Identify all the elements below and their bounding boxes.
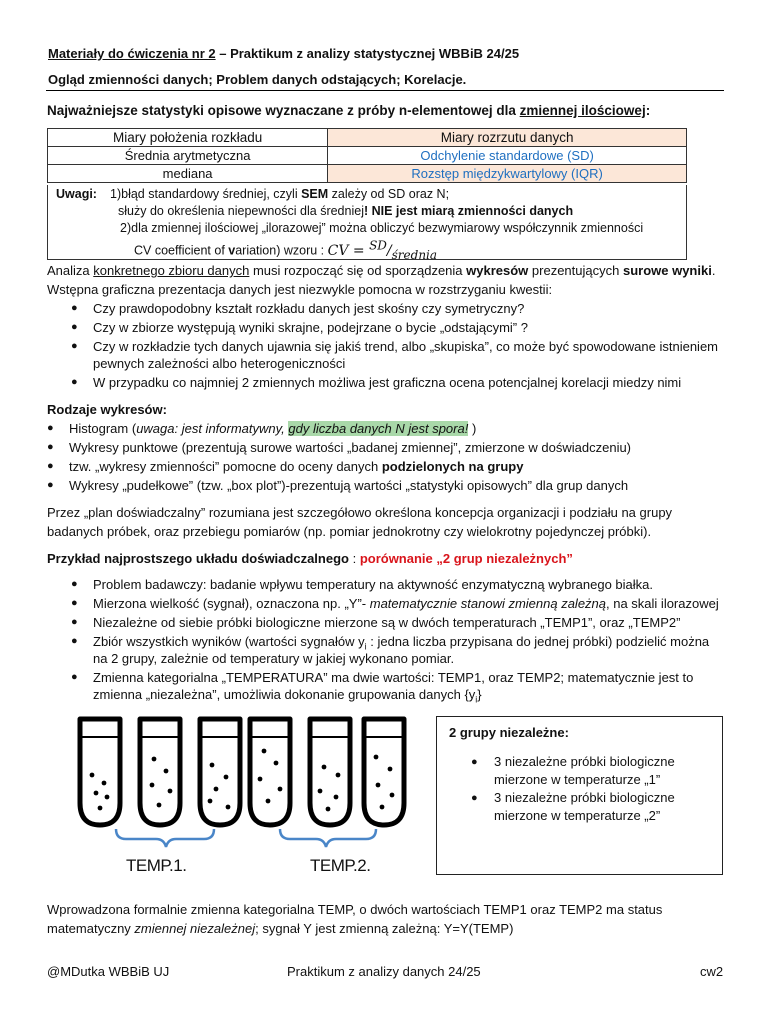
table-row (48, 165, 687, 183)
ap1e: prezentujących (528, 263, 623, 278)
footer-author: @MDutka WBBiB UJ (47, 964, 170, 979)
groups-box-item-1b: mierzone w temperaturze „1” (494, 772, 661, 787)
header-rule (46, 90, 724, 91)
notes-l4b: v (228, 243, 236, 258)
list-item: Niezależne od siebie próbki biologiczne mierzone są w dwóch temperaturach „TEMP1”, oraz „TEMP2” (93, 615, 681, 630)
example-sep: : (348, 551, 360, 566)
example-title-text: Przykład najprostszego układu doświadczalnego (47, 551, 349, 566)
bullet-dot-icon: ● (47, 441, 54, 453)
notes-label: Uwagi: (56, 187, 97, 201)
notes-l1b: SEM (301, 187, 329, 201)
cell-median: mediana (48, 165, 328, 183)
r3b: podzielonych na grupy (381, 459, 524, 474)
bullet-dot-icon: ● (71, 340, 78, 352)
cell-iqr: Rozstęp międzykwartylowy (IQR) (328, 165, 687, 183)
e5sub: i (475, 694, 478, 705)
e4b: : jedna liczba przypisana do jednej próbki) podzielić można (366, 634, 710, 649)
group-bracket-1 (116, 829, 214, 847)
ap1a: Analiza (47, 263, 94, 278)
conclusion-line-2 (47, 921, 513, 936)
groups-box-item-1a: 3 niezależne próbki biologiczne (494, 754, 675, 769)
notes-box (47, 185, 687, 260)
bullet-dot-icon: ● (71, 302, 78, 314)
r3a: tzw. „wykresy zmienności” pomocne do oceny danych (69, 459, 382, 474)
footer-course: Praktikum z analizy danych 24/25 (287, 964, 481, 979)
bullet-dot-icon: ● (71, 635, 78, 647)
e2c: , na skali ilorazowej (606, 596, 719, 611)
c2b: zmiennej niezależnej (134, 921, 256, 936)
r1d: ) (468, 421, 477, 436)
test-tube-icon (364, 719, 404, 825)
bullet-dot-icon: ● (47, 460, 54, 472)
groups-box-item-2a: 3 niezależne próbki biologiczne (494, 790, 675, 805)
table-header-row (48, 129, 687, 147)
chart-types-title: Rodzaje wykresów: (47, 402, 167, 417)
example-title (47, 551, 573, 566)
bullet-dot-icon: ● (71, 597, 78, 609)
cv-numerator: SD (369, 238, 387, 252)
notes-l4a: CV coefficient of (134, 243, 229, 258)
bullet-dot-icon: ● (71, 671, 78, 683)
c2a: matematyczny (47, 921, 135, 936)
test-tube-icon (200, 719, 240, 825)
e4a: Zbiór wszystkich wyników (wartości sygnałów y (93, 634, 365, 649)
groups-info-box (436, 716, 723, 875)
ap1d: wykresów (466, 263, 529, 278)
col-location-header: Miary położenia rozkładu (48, 129, 328, 147)
list-item (93, 634, 709, 652)
cell-mean: Średnia arytmetyczna (48, 147, 328, 165)
intro-suffix: : (645, 103, 651, 118)
intro-underlined: zmiennej ilościowej (519, 103, 646, 118)
list-item: Wykresy „pudełkowe” (tzw. „box plot”)-prezentują wartości „statystyki opisowych” dla grup danych (69, 478, 629, 493)
ap1c: musi rozpocząć się od sporządzenia (249, 263, 467, 278)
list-item: Czy w rozkładzie tych danych ujawnia się jakiś trend, albo „skupiska”, co może być spowodowane istnieniem (93, 339, 719, 354)
c2c: ; sygnał Y jest zmienną zależną: Y=Y(TEMP) (255, 921, 514, 936)
doc-title (48, 46, 519, 61)
example-red: porównanie „2 grup niezależnych” (359, 551, 573, 566)
cell-sd: Odchylenie standardowe (SD) (328, 147, 687, 165)
bullet-dot-icon: ● (47, 422, 54, 434)
list-item: Zmienna kategorialna „TEMPERATURA” ma dwie wartości: TEMP1, oraz TEMP2; matematycznie jest to (93, 670, 694, 685)
ap1f: surowe wyniki (622, 263, 712, 278)
e5b: zmienna „niezależna”, umożliwia dokonanie grupowania danych {y (93, 687, 476, 702)
figure-label-temp1: TEMP.1. (126, 856, 187, 875)
list-item: Czy prawdopodobny kształt rozkładu danych jest skośny czy symetryczny? (93, 301, 525, 316)
cv-lhs: CV = (327, 242, 370, 259)
bullet-dot-icon: ● (71, 578, 78, 590)
bullet-dot-icon: ● (47, 479, 54, 491)
list-item: Wykresy punktowe (prezentują surowe wartości „badanej zmiennej”, zmierzone w doświadczeniu) (69, 440, 632, 455)
notes-line-2 (118, 204, 573, 218)
groups-box-title: 2 grupy niezależne: (449, 725, 569, 740)
list-item-cont: na 2 grupy, zależnie od temperatury w jakiej wykonano pomiar. (93, 651, 455, 666)
test-tube-icon (140, 719, 180, 825)
test-tube-icon (80, 719, 120, 825)
cv-formula: CV = $^{SD}/_{średnia}$ (327, 238, 438, 262)
doc-subtitle: Ogląd zmienności danych; Problem danych odstających; Korelacje. (48, 72, 467, 87)
intro-line (47, 103, 650, 118)
analysis-p1 (47, 263, 715, 278)
table-row (48, 147, 687, 165)
e5c: } (477, 687, 482, 702)
bullet-dot-icon: ● (71, 616, 78, 628)
list-item (93, 596, 719, 611)
e2b: matematycznie stanowi zmienną zależną (369, 596, 607, 611)
list-item: Problem badawczy: badanie wpływu temperatury na aktywność enzymatyczną wybranego białka. (93, 577, 654, 592)
intro-prefix: Najważniejsze statystyki opisowe wyznaczane z próby n-elementowej dla (47, 103, 520, 118)
plan-line-2: badanych próbek, oraz przebiegu pomiarów (np. pomiar jednokrotny czy wielokrotny pojedynczej próbki). (47, 524, 652, 539)
footer-page-id: cw2 (700, 964, 724, 979)
analysis-p2: Wstępna graficzna prezentacja danych jest niezwykle pomocna w rozstrzyganiu kwestii: (47, 282, 553, 297)
list-item: Czy w zbiorze występują wyniki skrajne, podejrzane o bycie „odstającymi” ? (93, 320, 528, 335)
bullet-dot-icon: ● (71, 376, 78, 388)
notes-line-3: 2)dla zmiennej ilościowej „ilorazowej” można obliczyć bezwymiarowy współczynnik zmienności (120, 221, 644, 235)
notes-l2a: służy do określenia niepewności dla średniej (118, 204, 364, 218)
cv-denominator: średnia (391, 247, 438, 262)
ap1g: . (711, 263, 716, 278)
doc-title-part2: – Praktikum z analizy statystycznej WBBiB 24/25 (215, 46, 520, 61)
notes-l2b: ! NIE jest miarą zmienności danych (363, 204, 574, 218)
notes-line-4 (134, 238, 437, 261)
r1c-highlight: gdy liczba danych N jest spora! (288, 421, 469, 436)
ap1b: konkretnego zbioru danych (93, 263, 250, 278)
test-tube-icon (250, 719, 290, 825)
conclusion-line-1: Wprowadzona formalnie zmienna kategorialna TEMP, o dwóch wartościach TEMP1 oraz TEMP2 ma status (47, 902, 663, 917)
doc-title-part1: Materiały do ćwiczenia nr 2 (48, 46, 216, 61)
list-item-cont (93, 687, 482, 705)
test-tube-icon (310, 719, 350, 825)
r1b: uwaga: jest informatywny, (136, 421, 289, 436)
notes-l1a: 1)błąd standardowy średniej, czyli (110, 187, 302, 201)
bullet-dot-icon: ● (471, 792, 478, 804)
list-item: W przypadku co najmniej 2 zmiennych możliwa jest graficzna ocena potencjalnej korelacji miedzy nimi (93, 375, 682, 390)
groups-box-item-2b: mierzone w temperaturze „2” (494, 808, 661, 823)
group-bracket-2 (280, 829, 376, 847)
plan-line-1: Przez „plan doświadczalny” rozumiana jest szczegółowo określona koncepcja organizacji i podziału na grupy (47, 505, 673, 520)
list-item-cont: pewnych zależności albo heterogeniczności (93, 356, 346, 371)
e2a: Mierzona wielkość (sygnał), oznaczona np. „Y”- (93, 596, 370, 611)
notes-l1c: zależy od SD oraz N; (328, 187, 450, 201)
stats-table (47, 128, 687, 183)
bullet-dot-icon: ● (71, 321, 78, 333)
e4sub: i (364, 641, 367, 652)
notes-l4c: ariation) wzoru : (235, 243, 328, 258)
list-item (69, 459, 523, 474)
list-item (69, 421, 476, 436)
bullet-dot-icon: ● (471, 756, 478, 768)
r1a: Histogram ( (69, 421, 137, 436)
notes-line-1 (110, 187, 449, 201)
col-spread-header: Miary rozrzutu danych (328, 129, 687, 147)
figure-label-temp2: TEMP.2. (310, 856, 371, 875)
